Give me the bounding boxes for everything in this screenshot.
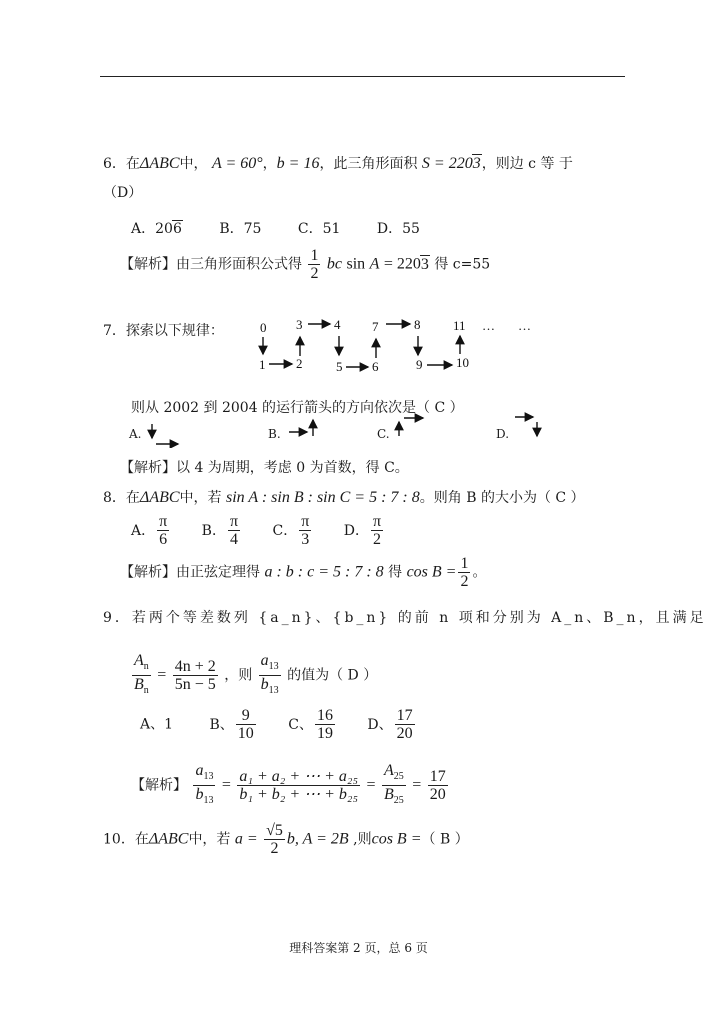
q7-num-5: 5 (336, 359, 343, 374)
q7-num-6: 6 (372, 359, 379, 374)
q7-prefix: 7．探索以下规律： (103, 323, 224, 339)
header-rule (100, 76, 625, 77)
q7-num-8: 8 (414, 317, 421, 332)
q9-option-a: A、1 (140, 716, 174, 733)
q7-option-arrows (140, 410, 580, 448)
q9-option-d: D、 $\frac{17}{20}$ (367, 707, 413, 742)
q7-num-1: 1 (259, 357, 266, 372)
q6-answer: （D） (103, 185, 143, 201)
q9-line1: 9．若两个等差数列 {a_n}、{b_n} 的前 n 项和分别为 A_n、B_n，且满足 (103, 610, 707, 626)
q6-option-c: C．51 (297, 221, 341, 237)
q7-option-c: C. (377, 427, 390, 441)
q6-option-a: A．206 (131, 221, 182, 237)
q6-options (131, 218, 420, 238)
q7-num-0: 0 (260, 320, 267, 335)
q7-num-4: 4 (334, 317, 341, 332)
q7-ellipsis-1: … (482, 318, 495, 333)
page-footer: 理科答案第 2 页，总 6 页 (289, 941, 428, 955)
q7-pattern-diagram (250, 312, 550, 376)
q7-analysis: 【解析】以 4 为周期，考虑 0 为首数，得 C。 (120, 460, 409, 476)
q9-option-c: C、 $\frac{16}{19}$ (288, 707, 333, 742)
q9-options (140, 707, 417, 742)
q9-analysis: 【解析】 $\frac{a_{13}}{b_{13}}$ = $\frac{\text{a₁ + a₂ + ⋯ + a₂₅}}{\text{b₁ + b₂ + ⋯ + b₂₅}}$ = $\frac{A_{25}}{B_{25}}$ = $\frac{17}{20}$ (131, 762, 446, 807)
q10-line: 10．在ΔABC中，若 a = $\frac{√5}{2}$ b, A = 2B ,则cos B =（ B ） (103, 822, 469, 857)
q6-option-d: D．55 (376, 221, 420, 237)
q6-option-b: B．75 (219, 221, 262, 237)
q7-option-d: D. (496, 427, 510, 441)
q6-analysis: 【解析】由三角形面积公式得 $\frac{1}{2}$ bc sin A = 2203 得 c=55 (120, 247, 491, 282)
q7-option-a: A. (129, 427, 142, 441)
q8-option-b: B． $\frac{\pi}{4}$ (201, 513, 239, 548)
q8-option-c: C． $\frac{\pi}{3}$ (272, 513, 310, 548)
q9-option-b: B、 $\frac{9}{10}$ (209, 707, 254, 742)
q8-analysis: 【解析】由正弦定理得 a : b : c = 5 : 7 : 8 得 cos B = $\frac{1}{2}$ 。 (120, 555, 487, 590)
q8-options (131, 513, 385, 548)
q7-num-11: 11 (453, 318, 466, 333)
q7-question: 则从 2002 到 2004 的运行箭头的方向依次是（ C ） (131, 400, 464, 416)
q7-num-10: 10 (456, 355, 469, 370)
q8-option-d: D． $\frac{\pi}{2}$ (343, 513, 382, 548)
q6-line: 6．在ΔABC中， A = 60°，b = 16，此三角形面积 S = 2203，则边 c 等 于 (103, 155, 573, 172)
q7-num-9: 9 (416, 357, 423, 372)
q7-num-2: 2 (296, 356, 303, 371)
q8-option-a: A． $\frac{\pi}{6}$ (131, 513, 168, 548)
q7-num-7: 7 (372, 319, 379, 334)
q9-condition: $\frac{A_n}{B_n}$ = $\frac{4n + 2}{5n - 5}$ ，则 $\frac{a_{13}}{b_{13}}$ 的值为（ D ） (134, 652, 378, 697)
q7-ellipsis-2: … (518, 318, 531, 333)
q8-line: 8．在ΔABC中，若 sin A : sin B : sin C = 5 : 7 : 8。则角 B 的大小为（ C ） (103, 489, 585, 506)
q7-num-3: 3 (296, 317, 303, 332)
q7-option-b: B. (268, 427, 281, 441)
